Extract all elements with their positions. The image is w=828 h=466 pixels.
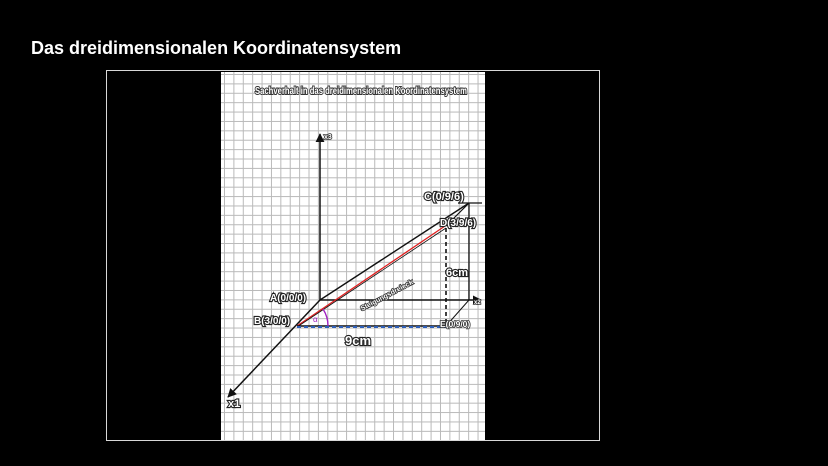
slide-title: Das dreidimensionalen Koordinatensystem [31,38,402,58]
x1-axis-label: x1 [228,398,241,410]
x2-axis-label: x2 [474,300,481,306]
x3-axis-label: x3 [324,134,332,141]
point-d-label: D(3/9/6) [440,218,477,229]
point-c-label: C(0/9/6) [424,191,464,203]
triangle-label: Steigungsdreieck [359,279,415,313]
base-measurement: 9cm [345,333,372,348]
point-e-label: E(0/9/0) [440,319,471,329]
sheet-title: Sachverhalt in das dreidimensionalen Koordinatensystem [255,86,468,97]
angle-label: α [313,315,318,324]
point-b-label: B(3/0/0) [254,316,291,327]
point-a-label: A(0/0/0) [270,293,307,304]
height-measurement: 6cm [446,267,469,279]
slope-line-b-d [297,226,445,326]
angle-arc [323,309,328,326]
x1-axis [228,300,320,397]
